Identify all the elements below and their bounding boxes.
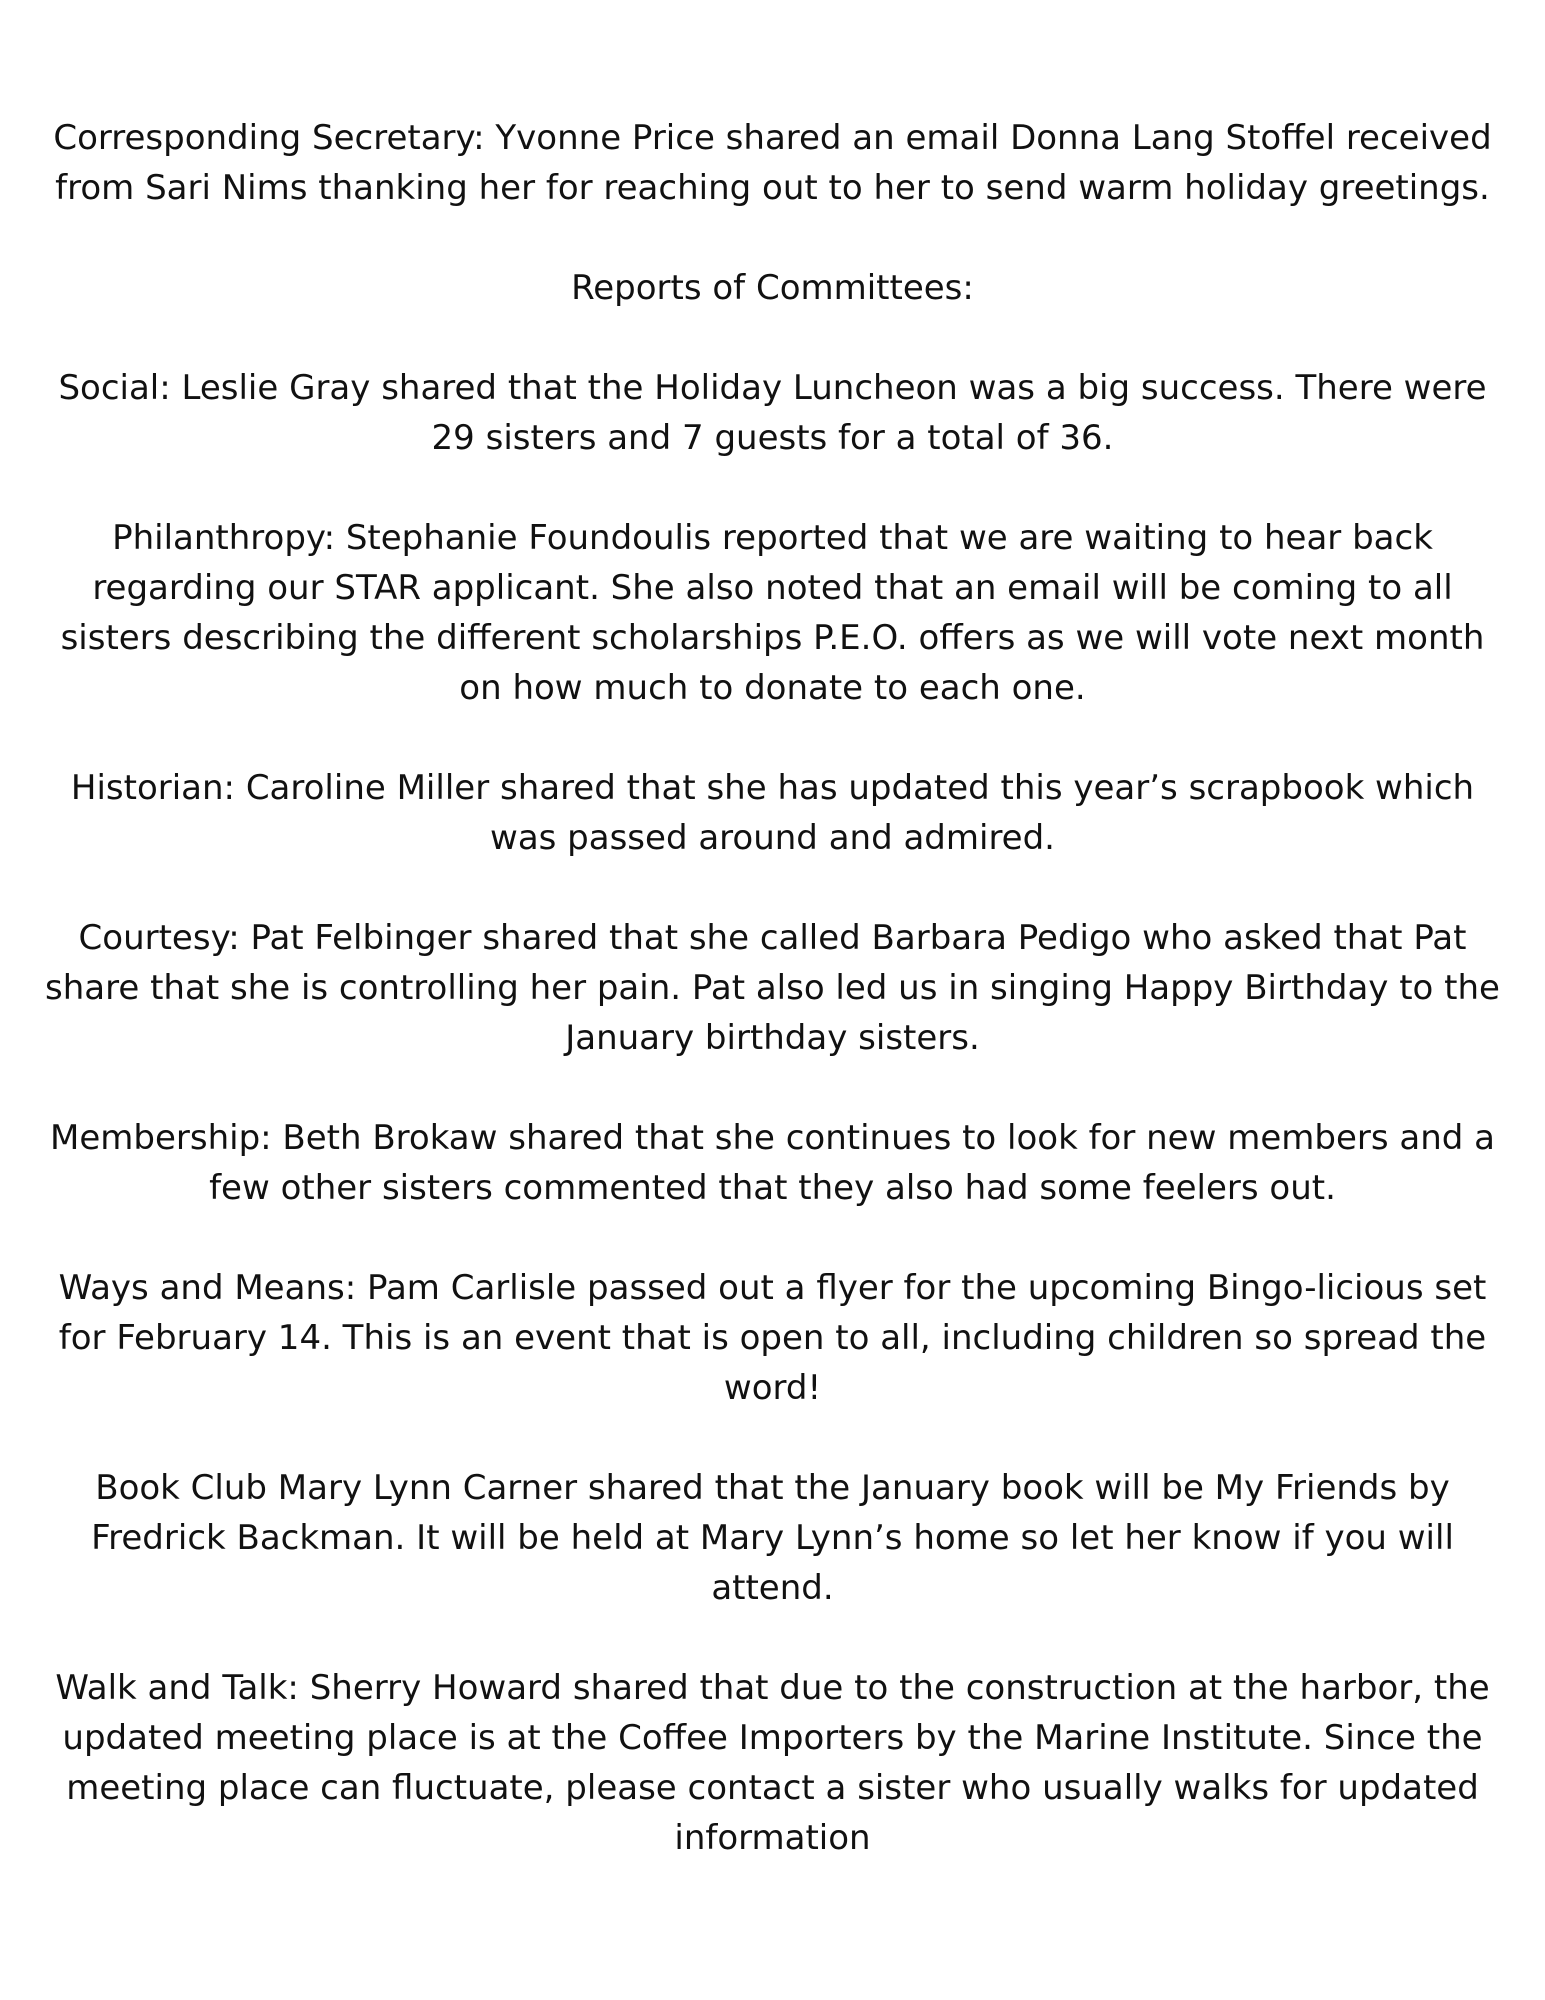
ways-and-means-report-paragraph: Ways and Means: Pam Carlisle passed out a flyer for the upcoming Bingo-licious set for February 14. This is an event that is open to all, including children so spread the word! xyxy=(58,1268,1487,1408)
historian-report-paragraph: Historian: Caroline Miller shared that she has updated this year’s scrapbook which was passed around and admired. xyxy=(70,768,1475,858)
social-report-paragraph: Social: Leslie Gray shared that the Holiday Luncheon was a big success. There were 29 sisters and 7 guests for a total of 36. xyxy=(58,368,1487,458)
reports-of-committees-heading: Reports of Committees: xyxy=(571,268,974,308)
philanthropy-report-paragraph: Philanthropy: Stephanie Foundoulis reported that we are waiting to hear back regarding our STAR applicant. She also noted that an email will be coming to all sisters describing the different scholarships P.E.O. offers as we will vote next month on how much to donate to each one. xyxy=(60,518,1485,708)
courtesy-report-paragraph: Courtesy: Pat Felbinger shared that she called Barbara Pedigo who asked that Pat share that she is controlling her pain. Pat also led us in singing Happy Birthday to the January birthday sisters. xyxy=(45,918,1500,1058)
book-club-report-paragraph: Book Club Mary Lynn Carner shared that the January book will be My Friends by Fredrick Backman. It will be held at Mary Lynn’s home so let her know if you will attend. xyxy=(91,1468,1454,1608)
membership-report-paragraph: Membership: Beth Brokaw shared that she continues to look for new members and a few other sisters commented that they also had some feelers out. xyxy=(50,1118,1495,1208)
walk-and-talk-report-paragraph: Walk and Talk: Sherry Howard shared that due to the construction at the harbor, the updated meeting place is at the Coffee Importers by the Marine Institute. Since the meeting place can fluctuate, please contact a sister who usually walks for updated information xyxy=(55,1668,1490,1858)
corresponding-secretary-paragraph: Corresponding Secretary: Yvonne Price shared an email Donna Lang Stoffel received from Sari Nims thanking her for reaching out to her to send warm holiday greetings. xyxy=(53,118,1492,208)
document-page xyxy=(40,113,1505,1863)
